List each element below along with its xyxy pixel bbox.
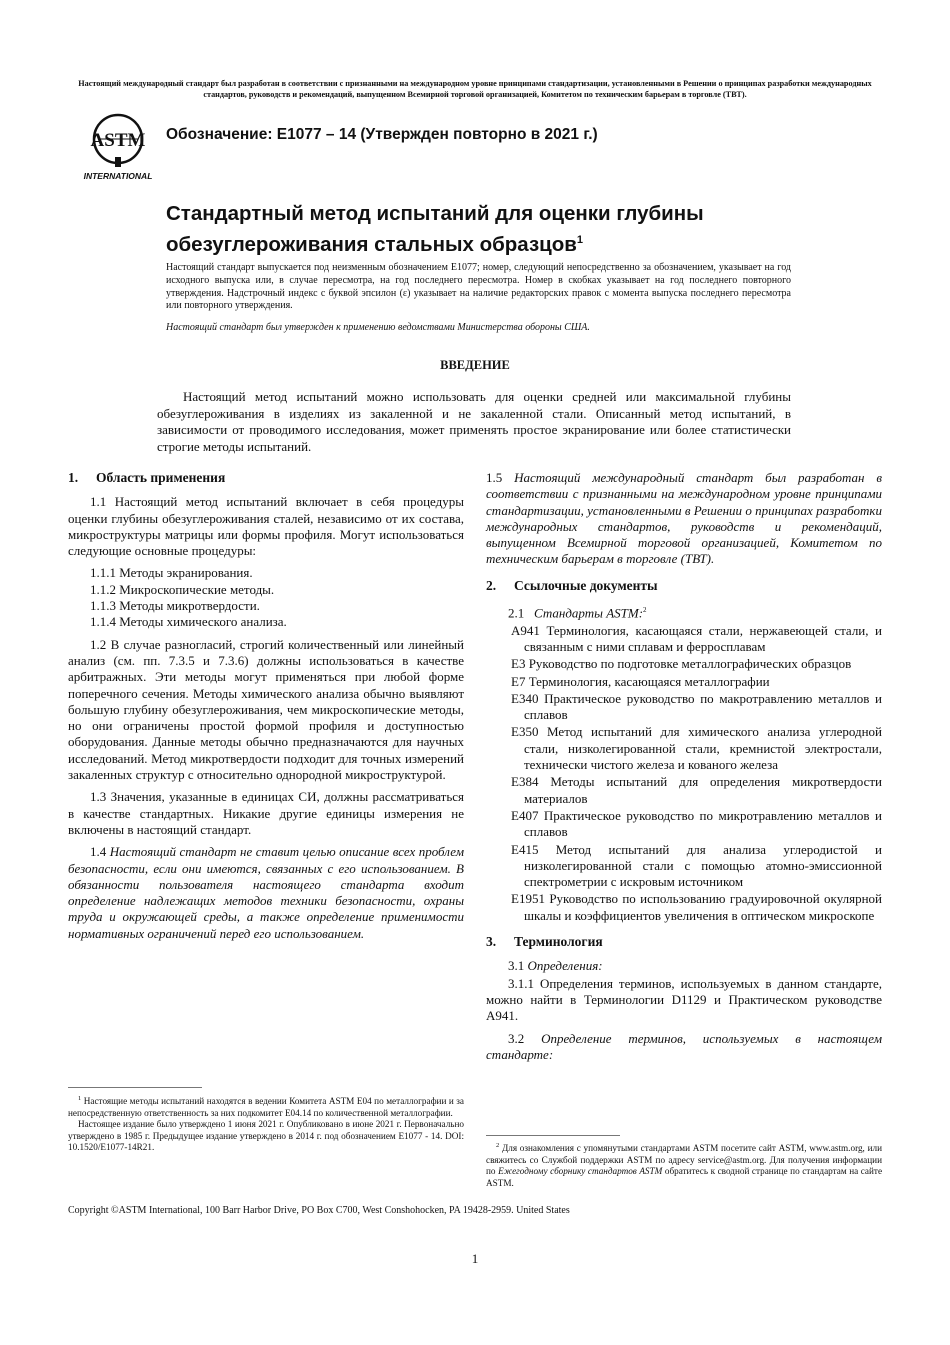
paragraph-1-4: 1.4 Настоящий стандарт не ставит целью описание всех проблем безопасности, если они имеются, связанных с его использованием. В обязанности пользователя настоящего стандарта входит определение надлежащих методов техники безопасности, охраны труда и окружающей среды, а также определение применимости нормативных ограничений перед его использованием.: [68, 844, 464, 941]
reference-item: E384 Методы испытаний для определения микротвердости материалов: [511, 774, 883, 806]
issue-note: Настоящий стандарт выпускается под неизменным обозначением E1077; номер, следующий непосредственно за обозначением, указывает на год исходного выпуска или, в случае пересмотра, на год последнего пересмотра. Номер в скобках указывает на год последнего повторного утверждения. Надстрочный индекс с буквой эпсилон (ε) указывает на наличие редакторских правок с момента выпуска последнего пересмотра или повторного утверждения.: [166, 262, 791, 312]
paragraph-1-2: 1.2 В случае разногласий, строгий количественный или линейный анализ (см. пп. 7.3.5 и 7.3.6) должны использоваться в качестве арбитражных. Эти методы могут применяться при любой форме поперечного сечения. Методы химического анализа обычно выявляют большую глубину обезуглероживания, чем микроскопические методы, но они ограничены простой формой профиля и доступностью оборудования. Данные методы обычно предназначаются для научных исследований. Метод микротвердости подходит для точных измерений закаленных структур с относительно однородной микроструктурой.: [68, 636, 464, 783]
introduction-heading: ВВЕДЕНИЕ: [440, 358, 510, 372]
astm-logo: [76, 112, 160, 182]
reference-item: E350 Метод испытаний для химического анализа углеродной стали, низколегированной стали, кремнистой электростали, технически чистого железа и кованого железа: [511, 724, 883, 773]
reference-item: E1951 Руководство по использованию градуировочной окулярной шкалы и коэффициентов увеличения в оптическом микроскопе: [511, 891, 883, 923]
paragraph-3-1: 3.1 Определения:: [508, 958, 603, 974]
paragraph-1-1: 1.1 Настоящий метод испытаний включает в себя процедуры оценки глубины обезуглероживания сталей, независимо от их состава, микроструктуры матрицы или формы профиля. Могут использоваться следующие основные процедуры:: [68, 494, 464, 559]
paragraph-2-1: 2.1 Стандарты ASTM:$^2$: [508, 605, 647, 621]
right-column: [486, 470, 882, 1069]
footnote-2: $^2$ Для ознакомления с упомянутыми стандартами ASTM посетите сайт ASTM, www.astm.org, или свяжитесь со Службой поддержки ASTM по адресу service@astm.org. Для получения информации по Ежегодному сборнику стандартов ASTM обратитесь к сводной странице по стандартам на сайте ASTM.: [486, 1142, 883, 1188]
paragraph-3-2: 3.2 Определение терминов, используемых в настоящем стандарте:: [486, 1030, 883, 1062]
reference-item: E340 Практическое руководство по макротравлению металлов и сплавов: [511, 690, 882, 723]
title-text: Стандартный метод испытаний для оценки глубины обезуглероживания стальных образцов: [166, 202, 704, 256]
page-number: 1: [471, 1251, 479, 1266]
approved-note: Настоящий стандарт был утвержден к применению ведомствами Министерства обороны США.: [166, 322, 590, 333]
paragraph-1-5: 1.5 Настоящий международный стандарт был разработан в соответствии с признанными на международном уровне принципами стандартизации, установленными в Решении о принципах разработки международных стандартов, руководств и рекомендаций, выпущенном Всемирной торговой организацией, Комитетом по техническим барьерам в торговле (ТВТ).: [486, 470, 882, 567]
section-2-heading: 2. Ссылочные документы: [486, 577, 658, 593]
footnote-divider: [68, 1087, 202, 1088]
logo-wordmark: ASTM: [90, 130, 146, 151]
introduction-text: Настоящий метод испытаний можно использовать для оценки средней или максимальной глубины обезуглероживания в изделиях из закаленной и не закаленной стали. Описанный метод испытаний, в зависимости от проводимого исследования, может применять простое экранирование или более статистически строгие методы испытаний.: [157, 389, 791, 454]
copyright: Copyright ©ASTM International, 100 Barr Harbor Drive, PO Box C700, West Conshohocken, PA 19428-2959. United States: [68, 1205, 570, 1216]
logo-subtext: INTERNATIONAL: [83, 171, 153, 181]
section-1-heading: 1. Область применения: [68, 470, 226, 485]
list-item: 1.1.4 Методы химического анализа.: [90, 614, 287, 630]
list-item: 1.1.3 Методы микротвердости.: [90, 598, 260, 614]
reference-item: E407 Практическое руководство по микротравлению металлов и сплавов: [511, 807, 882, 840]
reference-item: E7 Терминология, касающаяся металлографии: [511, 673, 770, 689]
wto-notice: Настоящий международный стандарт был разработан в соответствии с признанными на международном уровне принципами стандартизации, установленными в Решении о принципах разработки международных стандартов, руководств и рекомендаций, выпущенном Всемирной торговой организацией, Комитетом по техническим барьерам в торговле (ТВТ).: [78, 79, 872, 99]
paragraph-3-1-1: 3.1.1 Определения терминов, используемых в данном стандарте, можно найти в Терминологии D1129 и Практическом руководстве A941.: [486, 975, 882, 1024]
list-item: 1.1.2 Микроскопические методы.: [90, 581, 275, 597]
left-column: [68, 470, 464, 948]
section-3-heading: 3. Терминология: [486, 934, 603, 950]
footnote-1: $^1$ Настоящие методы испытаний находятся в ведении Комитета ASTM E04 по металлографии и за непосредственную ответственность за них подкомитет E04.14 по количественной металлографии. Настоящее издание было утверждено 1 июня 2021 г. Опубликовано в июне 2021 г. Первоначально утверждено в 1985 г. Предыдущее издание утверждено в 2014 г. под обозначением E1077 - 14. DOI: 10.1520/E1077-14R21.: [68, 1095, 465, 1153]
document-title: [166, 201, 866, 258]
list-item: 1.1.1 Методы экранирования.: [90, 565, 253, 581]
designation: Обозначение: E1077 – 14 (Утвержден повторно в 2021 г.): [166, 126, 598, 143]
reference-item: E415 Метод испытаний для анализа углеродистой и низколегированной стали с помощью атомно-эмиссионной спектрометрии с искровым источником: [511, 841, 882, 890]
reference-item: E3 Руководство по подготовке металлографических образцов: [511, 656, 852, 672]
title-footnote-mark: 1: [576, 234, 583, 246]
footnote-divider: [486, 1135, 620, 1136]
paragraph-1-3: 1.3 Значения, указанные в единицах СИ, должны рассматриваться в качестве стандартных. Никакие другие единицы измерения не включены в настоящий стандарт.: [68, 789, 464, 837]
reference-item: A941 Терминология, касающаяся стали, нержавеющей стали, и связанным с ними сплавам и ферросплавам: [511, 622, 883, 654]
